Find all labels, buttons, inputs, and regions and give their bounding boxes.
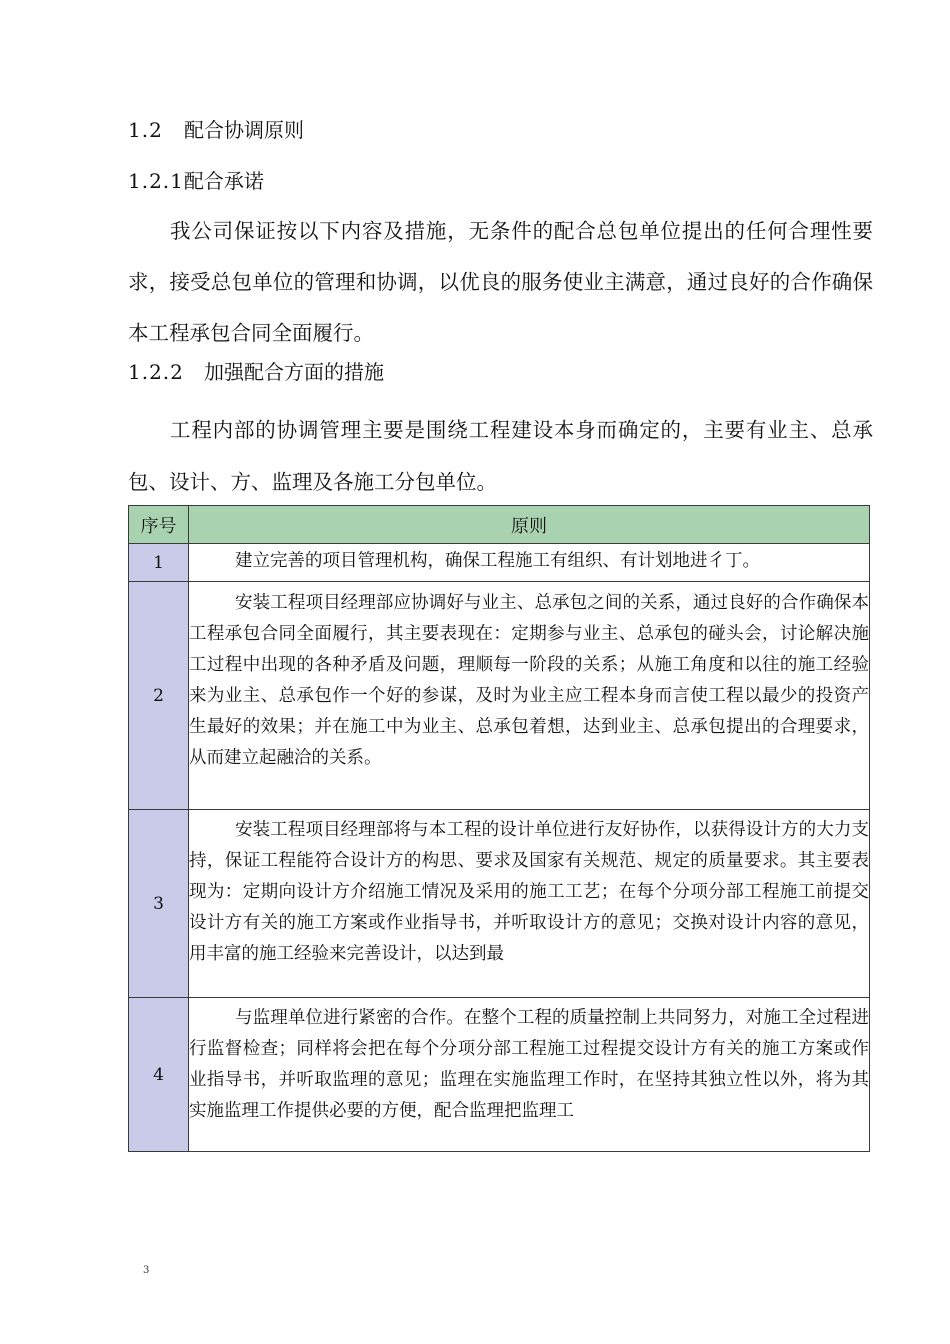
intro-paragraph: 工程内部的协调管理主要是围绕工程建设本身而确定的，主要有业主、总承包、设计、方、监理及各施工分包单位。 [128,418,873,494]
page-number: 3 [143,1265,150,1276]
row-principle [189,998,870,1152]
principle-text: 与监理单位进行紧密的合作。在整个工程的质量控制上共同努力，对施工全过程进行监督检查；同样将会把在每个分项分部工程施工过程提交设计方有关的施工方案或作业指导书，并听取监理的意见；监理在实施监理工作时，在坚持其独立性以外，将为其实施监理工作提供必要的方便，配合监理把监理工 [189,1008,869,1121]
principle-text: 安装工程项目经理部应协调好与业主、总承包之间的关系，通过良好的合作确保本工程承包合同全面履行，其主要表现在：定期参与业主、总承包的碰头会，讨论解决施工过程中出现的各种矛盾及问题，理顺每一阶段的关系；从施工角度和以往的施工经验来为业主、总承包作一个好的参谋，及时为业主应工程本身而言使工程以最少的投资产生最好的效果；并在施工中为业主、总承包着想，达到业主、总承包提出的合理要求，从而建立起融洽的关系。 [189,593,869,768]
row-principle [189,544,870,582]
heading-text: 配合承诺 [183,169,264,193]
principles-table [128,505,870,1152]
heading-number: 1.2.1 [128,169,184,193]
heading-text: 配合协调原则 [184,118,304,142]
row-principle [189,810,870,998]
header-principle: 原则 [189,506,870,544]
heading-number: 1.2 [128,118,163,142]
row-number: 1 [129,544,189,582]
table-row [129,582,870,810]
header-no: 序号 [129,506,189,544]
heading-number: 1.2.2 [128,360,184,384]
table-row [129,544,870,582]
heading-1-2-1 [128,167,264,195]
row-number: 3 [129,810,189,998]
row-principle [189,582,870,810]
heading-text: 加强配合方面的措施 [204,360,384,384]
heading-1-2 [128,116,304,144]
heading-1-2-2 [128,358,384,386]
commitment-paragraph: 我公司保证按以下内容及措施，无条件的配合总包单位提出的任何合理性要求，接受总包单位的管理和协调，以优良的服务使业主满意，通过良好的合作确保本工程承包合同全面履行。 [128,219,873,345]
table-row [129,998,870,1152]
row-number: 4 [129,998,189,1152]
table-header-row [129,506,870,544]
principle-text: 安装工程项目经理部将与本工程的设计单位进行友好协作，以获得设计方的大力支持，保证工程能符合设计方的构思、要求及国家有关规范、规定的质量要求。其主要表现为：定期向设计方介绍施工情况及采用的施工工艺；在每个分项分部工程施工前提交设计方有关的施工方案或作业指导书，并听取设计方的意见；交换对设计内容的意见，用丰富的施工经验来完善设计，以达到最 [189,820,869,964]
row-number: 2 [129,582,189,810]
principle-text: 建立完善的项目管理机构，确保工程施工有组织、有计划地进彳丁。 [235,551,760,571]
table-row [129,810,870,998]
